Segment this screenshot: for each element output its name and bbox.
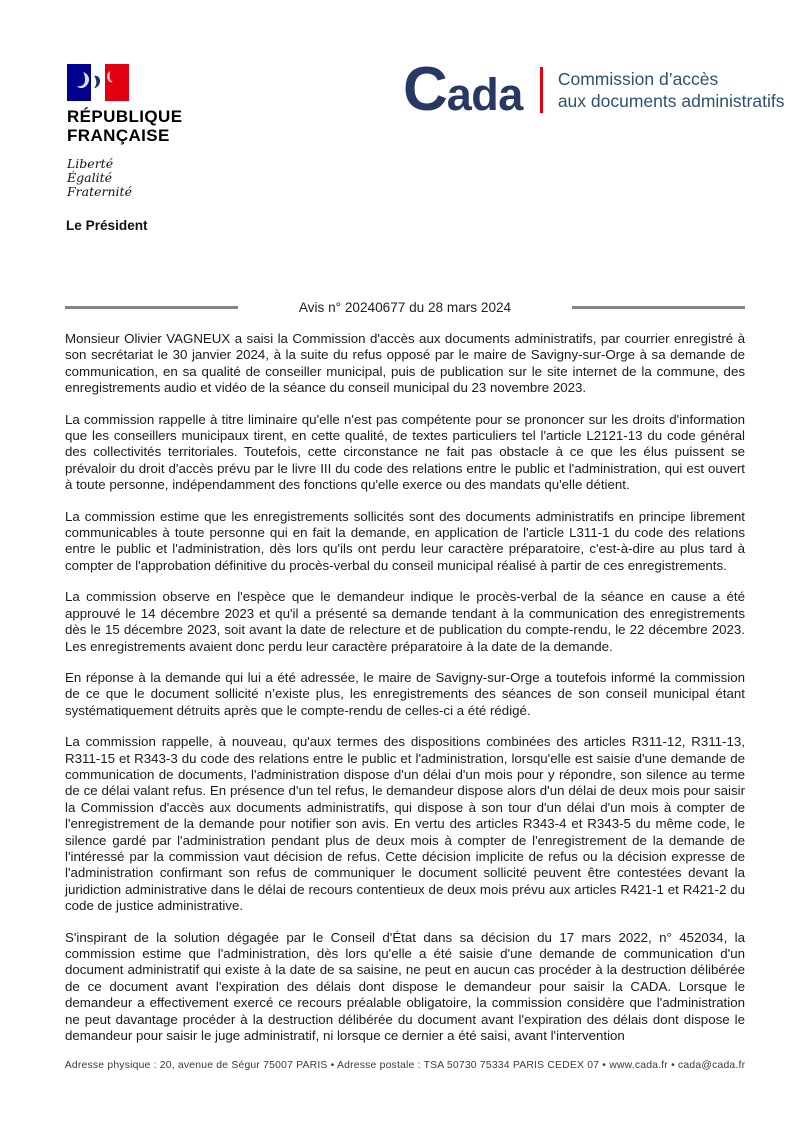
body-paragraph: La commission estime que les enregistrements sollicités sont des documents administratifs en principe librement communicables à toute personne qui en fait la demande, en application de l'article L311-1 du code des relations entre le public et l'administration, dès lors qu'ils ont perdu leur caractère préparatoire, c'est-à-dire au plus tard à compter de l'approbation définitive du procès-verbal du conseil municipal réalisé à partir de ces enregistrements. [65,508,745,573]
body-paragraph: La commission rappelle, à nouveau, qu'aux termes des dispositions combinées des articles R311-12, R311-13, R311-15 et R343-3 du code des relations entre le public et l'administration, lorsqu'elle est saisie d'une demande de communication de documents, l'administration dispose d'un délai d'un mois pour y répondre, son silence au terme de ce délai valant refus. En présence d'un tel refus, le demandeur dispose alors d'un délai de deux mois pour saisir la Commission d'accès aux documents administratifs, qui dispose à son tour d'un délai d'un mois à compter de l'enregistrement de la demande pour notifier son avis. En vertu des articles R343-4 et R343-5 du même code, le silence gardé par l'administration pendant plus de deux mois à compter de l'enregistrement de la demande de l'intéressé par la commission vaut décision de refus. Cette décision implicite de refus ou la décision expresse de l'administration confirmant son refus de communiquer le document sollicité peuvent être contestées devant la juridiction administrative dans le délai de recours contentieux de deux mois prévu aux articles R421-1 et R421-2 du code de justice administrative. [65,734,745,914]
cada-logo-divider [540,67,543,113]
republique-line1: RÉPUBLIQUE [67,107,183,126]
motto-egalite: Égalité [67,170,112,185]
avis-rule-right [572,306,745,309]
body-paragraph: En réponse à la demande qui lui a été adressée, le maire de Savigny-sur-Orge a toutefois informé la commission de ce que le document sollicité n’existe plus, les enregistrements des séances de son conseil municipal étant systématiquement détruits après que le compte-rendu de celles-ci a été rédigé. [65,669,745,718]
cada-tagline [558,68,785,112]
cada-tagline-line1: Commission d’accès [557,69,719,89]
body-paragraph: La commission observe en l'espèce que le demandeur indique le procès-verbal de la séance en cause a été approuvé le 14 décembre 2023 et qu'il a présenté sa demande tendant à la communication des enregistrements dès le 15 décembre 2023, soit avant la date de relecture et de publication du compte-rendu, le 22 décembre 2023. Les enregistrements avaient donc perdu leur caractère préparatoire à la date de la demande. [65,589,745,654]
cada-logo [403,55,785,124]
body-paragraph: La commission rappelle à titre liminaire qu'elle n'est pas compétente pour se prononcer sur les droits d'information que les conseillers municipaux tirent, en cette qualité, de textes particuliers tel l'article L2121-13 du code général des collectivités territoriales. Toutefois, cette circonstance ne fait pas obstacle à ce que les élus puissent se prévaloir du droit d'accès prévu par le livre III du code des relations entre le public et l'administration, qui est ouvert à toute personne, indépendamment des fonctions qu'elle exerce ou des mandats qu'elle détient. [65,411,745,493]
body-paragraph: Monsieur Olivier VAGNEUX a saisi la Commission d'accès aux documents administratifs, par courrier enregistré à son secrétariat le 30 janvier 2024, à la suite du refus opposé par le maire de Savigny-sur-Orge à sa demande de communication, en sa qualité de conseiller municipal, puis de publication sur le site internet de la commune, des enregistrements audio et vidéo de la séance du conseil municipal du 23 novembre 2023. [65,331,745,396]
footer-address: Adresse physique : 20, avenue de Ségur 75007 PARIS • Adresse postale : TSA 50730 75334 PARIS CEDEX 07 • www.cada.fr • cada@cada.fr [64,1060,746,1071]
french-flag-icon [67,64,129,101]
sender-title: Le Président [66,218,148,233]
motto [67,157,287,199]
avis-rule-left [65,306,238,309]
cada-wordmark [403,55,523,124]
cada-wordmark-rest: ada [446,69,523,120]
cada-tagline-line2: aux documents administratifs [557,91,785,111]
letter-body [65,331,745,1059]
republique-line2: FRANÇAISE [67,125,170,145]
cada-wordmark-initial: C [403,55,447,124]
avis-heading [65,300,745,315]
republique-francaise-logo [67,64,287,199]
motto-liberte: Liberté [67,156,114,171]
avis-title: Avis n° 20240677 du 28 mars 2024 [298,300,512,315]
body-paragraph: S'inspirant de la solution dégagée par le Conseil d'État dans sa décision du 17 mars 2022, n° 452034, la commission estime que l'administration, dès lors qu'elle a été saisie d'une demande de communication d'un document administratif qui existe à la date de sa saisine, ne peut en aucun cas procéder à la destruction délibérée de ce document avant l'expiration des délais dont dispose le demandeur pour saisir la CADA. Lorsque le demandeur a effectivement exercé ce recours préalable obligatoire, la commission considère que l'administration ne peut davantage procéder à la destruction délibérée du document avant l'expiration des délais dont dispose le demandeur pour saisir le juge administratif, ni lorsque ce dernier a été saisi, avant l'intervention [65,929,745,1044]
motto-fraternite: Fraternité [67,184,132,199]
